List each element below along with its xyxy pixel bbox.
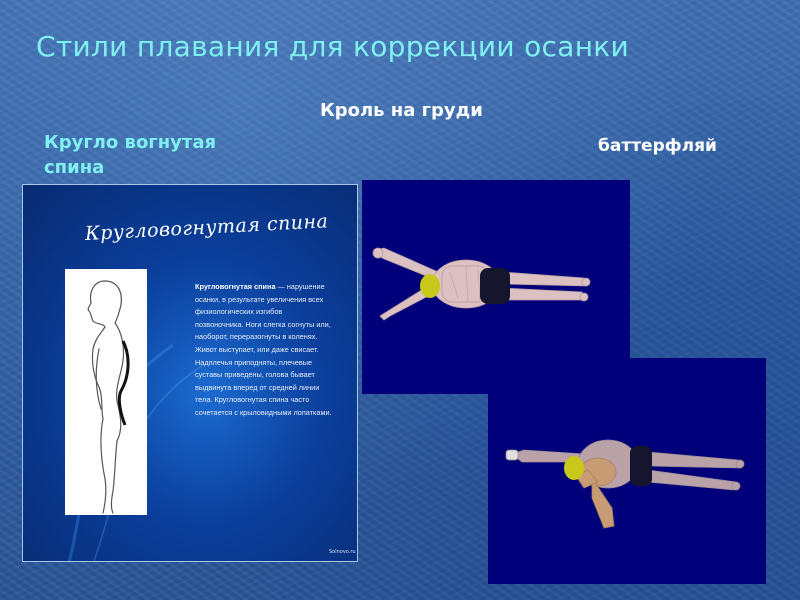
round-concave-back-label-line-1: Кругло вогнутая <box>44 132 217 153</box>
butterfly-swimmer-figure <box>488 358 766 584</box>
posture-figure <box>65 269 147 515</box>
round-concave-back-label-line-2: спина <box>44 157 105 178</box>
description-line: осанки, в результате увеличения всех <box>195 294 324 304</box>
description-line: — нарушение <box>275 282 325 291</box>
description-line: Живот выступает, или даже свисает. <box>195 344 319 354</box>
description-line: сочетается с крыловидными лопатками. <box>195 407 332 417</box>
posture-term: Кругловогнутая спина <box>195 282 276 291</box>
description-line: физиологических изгибов <box>195 307 283 317</box>
posture-description <box>195 281 345 420</box>
round-concave-back-label <box>44 130 216 180</box>
description-line: позвоночника. Ноги слегка согнуты или, <box>195 319 331 329</box>
image-credit: Solnovo.ru <box>329 549 356 555</box>
description-line: выдвинута вперед от средней линии <box>195 382 320 392</box>
posture-slide-image <box>22 184 358 562</box>
butterfly-label: баттерфляй <box>598 136 717 156</box>
description-line: Надплечья приподняты, плечевые <box>195 357 313 367</box>
slide-title: Стили плавания для коррекции осанки <box>36 30 630 63</box>
human-side-profile-drawing <box>65 269 147 515</box>
butterfly-image <box>488 358 766 584</box>
description-line: наоборот, переразогнуты в коленях. <box>195 332 318 342</box>
description-line: суставы приведены, голова бывает <box>195 370 315 380</box>
description-line: тела. Кругловогнутая спина часто <box>195 395 310 405</box>
posture-slide-heading: Кругловогнутая спина <box>84 210 329 245</box>
front-crawl-label: Кроль на груди <box>320 100 483 121</box>
